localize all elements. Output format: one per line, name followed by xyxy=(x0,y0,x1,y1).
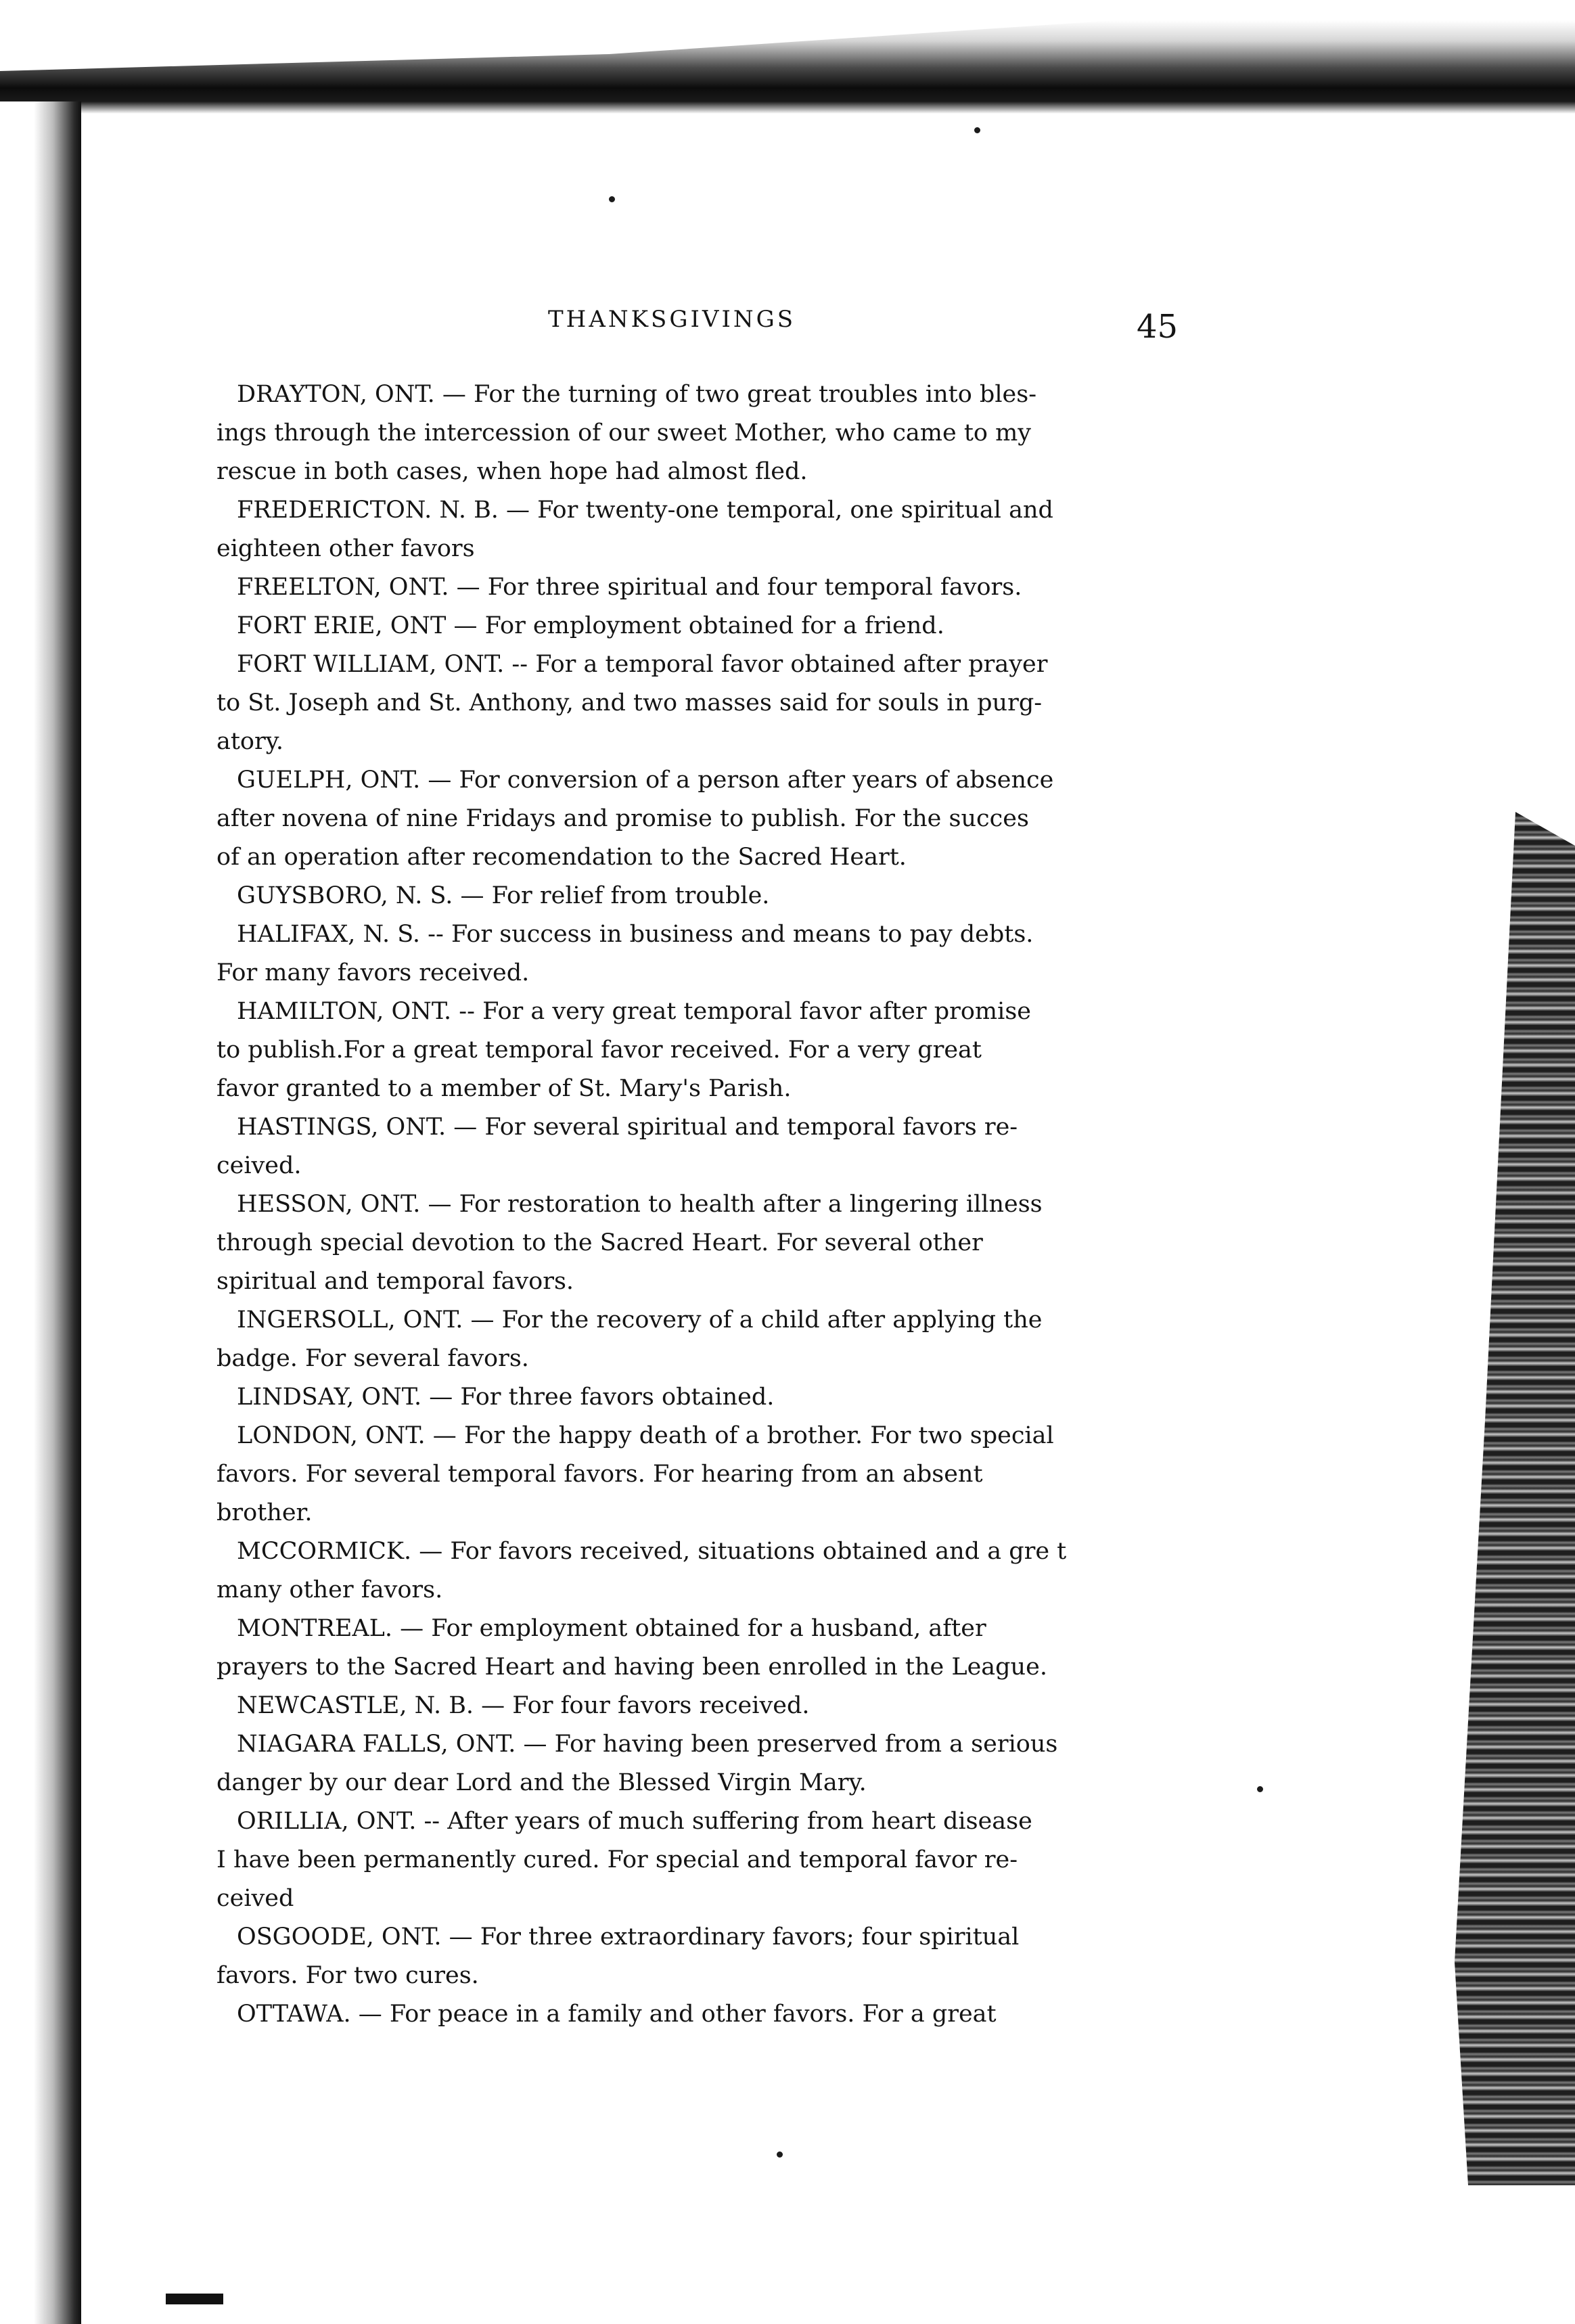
text-line: through special devotion to the Sacred Heart. For several other xyxy=(216,1229,983,1256)
text-line: spiritual and temporal favors. xyxy=(216,1268,574,1295)
text-line: favors. For two cures. xyxy=(216,1962,479,1989)
text-line: prayers to the Sacred Heart and having been enrolled in the League. xyxy=(216,1654,1047,1681)
entry-montreal: MONTREAL. — For employment obtained for a husband, after xyxy=(237,1615,986,1642)
text-line: favor granted to a member of St. Mary's Parish. xyxy=(216,1075,792,1102)
text-line: eighteen other favors xyxy=(216,535,475,562)
page-number: 45 xyxy=(1137,308,1179,346)
entry-orillia: ORILLIA, ONT. -- After years of much suffering from heart disease xyxy=(237,1808,1032,1835)
text-line: ceived. xyxy=(216,1152,302,1179)
scan-shadow-right xyxy=(1455,812,1575,2185)
text-line: I have been permanently cured. For special and temporal favor re- xyxy=(216,1846,1018,1873)
entry-fredericton: FREDERICTON. N. B. — For twenty-one temporal, one spiritual and xyxy=(237,497,1053,524)
scan-speck xyxy=(974,127,980,133)
text-line: to St. Joseph and St. Anthony, and two masses said for souls in purg- xyxy=(216,689,1043,716)
entry-osgoode: OSGOODE, ONT. — For three extraordinary favors; four spiritual xyxy=(237,1923,1020,1951)
entry-guysboro: GUYSBORO, N. S. — For relief from trouble. xyxy=(237,882,770,909)
text-line: favors. For several temporal favors. For hearing from an absent xyxy=(216,1461,983,1488)
entry-ingersoll: INGERSOLL, ONT. — For the recovery of a child after applying the xyxy=(237,1306,1043,1334)
entry-lindsay: LINDSAY, ONT. — For three favors obtained. xyxy=(237,1384,775,1411)
entry-newcastle: NEWCASTLE, N. B. — For four favors received. xyxy=(237,1692,810,1719)
text-line: atory. xyxy=(216,728,283,755)
entry-mccormick: MCCORMICK. — For favors received, situations obtained and a gre t xyxy=(237,1538,1067,1565)
text-line: ings through the intercession of our sweet Mother, who came to my xyxy=(216,419,1032,447)
entry-guelph: GUELPH, ONT. — For conversion of a person after years of absence xyxy=(237,767,1054,794)
entry-fort-william: FORT WILLIAM, ONT. -- For a temporal favor obtained after prayer xyxy=(237,651,1048,678)
scan-speck xyxy=(777,2151,783,2158)
entry-freelton: FREELTON, ONT. — For three spiritual and four temporal favors. xyxy=(237,574,1022,601)
text-line: badge. For several favors. xyxy=(216,1345,529,1372)
text-line: to publish.For a great temporal favor received. For a very great xyxy=(216,1036,982,1064)
text-line: after novena of nine Fridays and promise to publish. For the succes xyxy=(216,805,1029,832)
scan-shadow-foot xyxy=(166,2294,223,2304)
entry-hastings: HASTINGS, ONT. — For several spiritual and temporal favors re- xyxy=(237,1114,1018,1141)
text-line: ceived xyxy=(216,1885,294,1912)
scan-speck xyxy=(609,196,615,202)
text-line: of an operation after recomendation to the Sacred Heart. xyxy=(216,844,907,871)
text-line: danger by our dear Lord and the Blessed Virgin Mary. xyxy=(216,1769,867,1796)
entry-drayton: DRAYTON, ONT. — For the turning of two great troubles into bles- xyxy=(237,381,1037,408)
scan-shadow-left xyxy=(0,101,81,2324)
text-line: rescue in both cases, when hope had almost fled. xyxy=(216,458,808,485)
scan-shadow-top xyxy=(0,0,1575,114)
entry-london: LONDON, ONT. — For the happy death of a brother. For two special xyxy=(237,1422,1054,1449)
entry-niagara-falls: NIAGARA FALLS, ONT. — For having been preserved from a serious xyxy=(237,1731,1058,1758)
entry-hesson: HESSON, ONT. — For restoration to health after a lingering illness xyxy=(237,1191,1043,1218)
running-head: THANKSGIVINGS xyxy=(548,306,796,333)
text-line: For many favors received. xyxy=(216,959,530,986)
entry-hamilton: HAMILTON, ONT. -- For a very great temporal favor after promise xyxy=(237,998,1031,1025)
scan-speck xyxy=(1257,1786,1263,1792)
text-line: many other favors. xyxy=(216,1576,443,1603)
thanksgivings-list xyxy=(216,375,1204,2034)
entry-halifax: HALIFAX, N. S. -- For success in business and means to pay debts. xyxy=(237,921,1034,948)
text-line: brother. xyxy=(216,1499,313,1526)
entry-ottawa: OTTAWA. — For peace in a family and other favors. For a great xyxy=(237,2001,997,2028)
entry-fort-erie: FORT ERIE, ONT — For employment obtained for a friend. xyxy=(237,612,944,639)
